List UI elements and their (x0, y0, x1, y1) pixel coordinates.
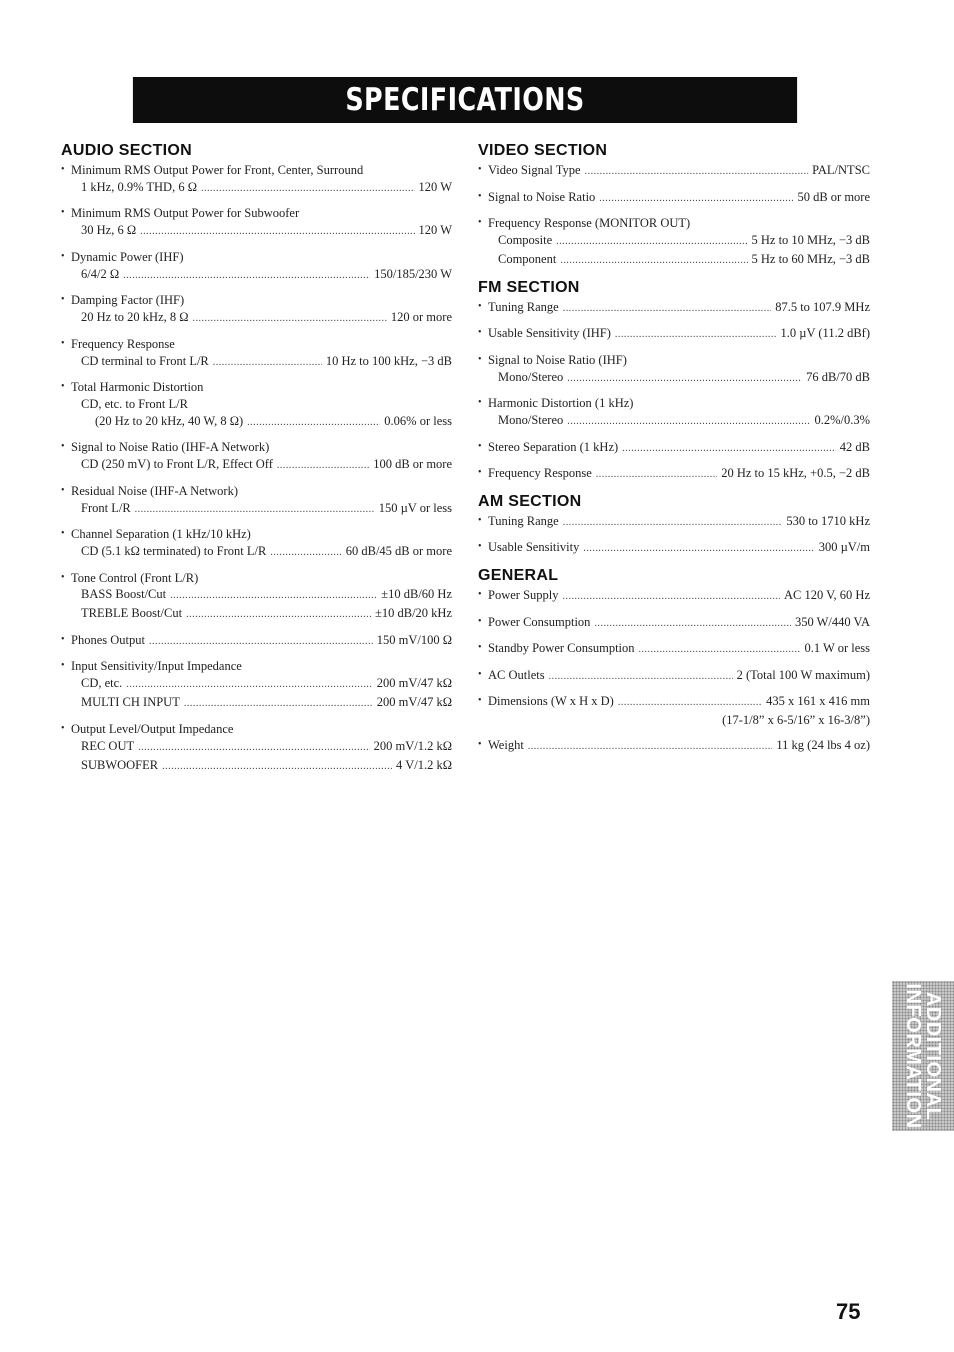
leader-dots (563, 515, 783, 532)
spec-label: MULTI CH INPUT (81, 695, 180, 710)
spec-row (478, 513, 870, 532)
spec-row (61, 456, 452, 475)
audio-section (61, 141, 452, 775)
spec-value: 0.1 W or less (804, 641, 870, 656)
spec-item (61, 439, 452, 475)
spec-row (61, 249, 452, 266)
spec-row (61, 205, 452, 222)
spec-row (61, 526, 452, 543)
spec-item (61, 162, 452, 198)
spec-row (61, 179, 452, 198)
spec-row (61, 336, 452, 353)
spec-row (61, 222, 452, 241)
spec-label: • Input Sensitivity/Input Impedance (61, 658, 242, 675)
spec-label: CD terminal to Front L/R (81, 353, 209, 368)
page-number: 75 (836, 1299, 861, 1324)
spec-value: 5 Hz to 10 MHz, −3 dB (751, 232, 870, 247)
side-tab-line: INFORMATION (902, 983, 924, 1129)
spec-label: • Usable Sensitivity (478, 539, 579, 556)
spec-label: • Frequency Response (478, 465, 592, 482)
spec-value: 87.5 to 107.9 MHz (775, 299, 870, 314)
spec-label: (20 Hz to 20 kHz, 40 W, 8 Ω) (95, 413, 244, 428)
spec-row (478, 614, 870, 633)
leader-dots (149, 634, 373, 651)
spec-item (478, 325, 870, 344)
spec-row (478, 439, 870, 458)
spec-label: • Channel Separation (1 kHz/10 kHz) (61, 526, 251, 543)
spec-label: • Dimensions (W x H x D) (478, 693, 614, 710)
spec-row (61, 586, 452, 605)
spec-list (478, 587, 870, 755)
leader-dots (563, 301, 771, 318)
spec-value: PAL/NTSC (812, 163, 870, 177)
page-title: SPECIFICATIONS (133, 77, 797, 123)
spec-label: • Usable Sensitivity (IHF) (478, 325, 611, 342)
spec-row (61, 292, 452, 309)
spec-value: 150/185/230 W (374, 266, 452, 281)
spec-item (478, 215, 870, 270)
spec-value: 200 mV/47 kΩ (376, 676, 452, 691)
leader-dots (618, 695, 762, 712)
spec-row (478, 539, 870, 558)
side-tab-label (903, 983, 943, 1128)
spec-list (478, 299, 870, 484)
spec-value: 435 x 161 x 416 mm (766, 694, 870, 709)
spec-list (61, 162, 452, 775)
leader-dots (556, 234, 747, 251)
spec-value: AC 120 V, 60 Hz (783, 588, 870, 603)
spec-row (478, 232, 870, 251)
spec-label: • AC Outlets (478, 667, 545, 684)
spec-item (61, 292, 452, 328)
spec-item (61, 379, 452, 432)
leader-dots (123, 268, 370, 285)
spec-label: Mono/Stereo (498, 413, 564, 428)
spec-value: 60 dB/45 dB or more (345, 544, 452, 559)
leader-dots (622, 441, 836, 458)
spec-value: 76 dB/70 dB (806, 369, 870, 384)
spec-label: • Dynamic Power (IHF) (61, 249, 183, 266)
general-section (478, 566, 870, 755)
spec-row (478, 395, 870, 412)
spec-item (478, 640, 870, 659)
left-column (61, 141, 452, 783)
leader-dots (567, 371, 802, 388)
spec-value: 11 kg (24 lbs 4 oz) (776, 737, 870, 752)
spec-label: • Frequency Response (MONITOR OUT) (478, 215, 690, 232)
spec-label: CD, etc. (81, 676, 123, 691)
section-heading: FM SECTION (478, 278, 580, 296)
leader-dots (201, 181, 415, 198)
leader-dots (170, 588, 377, 605)
spec-item (61, 658, 452, 713)
leader-dots (126, 677, 372, 694)
spec-item (478, 539, 870, 558)
spec-row (478, 693, 870, 712)
spec-value: 120 W (418, 179, 452, 194)
spec-row (61, 353, 452, 372)
spec-value: 120 or more (390, 310, 452, 325)
spec-value: 4 V/1.2 kΩ (396, 757, 452, 772)
spec-row (61, 757, 452, 776)
spec-list (478, 513, 870, 558)
spec-value: 530 to 1710 kHz (786, 513, 870, 528)
spec-row (61, 483, 452, 500)
spec-item (478, 465, 870, 484)
spec-value: 350 W/440 VA (794, 614, 870, 629)
section-side-tab (892, 981, 954, 1131)
spec-label: 30 Hz, 6 Ω (81, 223, 137, 238)
spec-row (478, 737, 870, 756)
spec-label: • Tone Control (Front L/R) (61, 570, 198, 587)
spec-row (61, 500, 452, 519)
spec-row (61, 162, 452, 179)
spec-row (478, 712, 870, 729)
spec-row (61, 413, 452, 432)
leader-dots (138, 740, 369, 757)
spec-label: • Output Level/Output Impedance (61, 721, 233, 738)
spec-label: 1 kHz, 0.9% THD, 6 Ω (81, 179, 197, 194)
spec-value: 0.06% or less (384, 413, 452, 428)
spec-row (478, 587, 870, 606)
spec-item (478, 299, 870, 318)
spec-row (61, 658, 452, 675)
spec-label: • Minimum RMS Output Power for Front, Center, Surround (61, 162, 363, 179)
spec-value: 300 µV/m (818, 540, 870, 555)
leader-dots (184, 696, 373, 713)
spec-label: REC OUT (81, 738, 135, 753)
spec-item (61, 570, 452, 625)
spec-label: • Damping Factor (IHF) (61, 292, 184, 309)
spec-label: • Signal to Noise Ratio (IHF) (478, 352, 627, 369)
spec-label: • Signal to Noise Ratio (IHF-A Network) (61, 439, 269, 456)
leader-dots (567, 414, 810, 431)
section-heading: GENERAL (478, 567, 559, 585)
spec-label: Mono/Stereo (498, 369, 564, 384)
spec-label: • Phones Output (61, 632, 145, 649)
spec-label: • Signal to Noise Ratio (478, 189, 595, 206)
spec-label: 6/4/2 Ω (81, 266, 120, 281)
leader-dots (615, 327, 777, 344)
leader-dots (599, 191, 793, 208)
leader-dots (213, 355, 322, 372)
spec-label: • Residual Noise (IHF-A Network) (61, 483, 238, 500)
spec-row (478, 299, 870, 318)
leader-dots (639, 642, 801, 659)
leader-dots (563, 589, 780, 606)
am-section (478, 492, 870, 558)
spec-row (478, 251, 870, 270)
spec-row (61, 721, 452, 738)
leader-dots (247, 415, 380, 432)
leader-dots (596, 467, 717, 484)
spec-value: 5 Hz to 60 MHz, −3 dB (751, 251, 870, 266)
spec-value: 200 mV/47 kΩ (376, 695, 452, 710)
spec-value: 100 dB or more (373, 457, 452, 472)
section-heading: VIDEO SECTION (478, 142, 608, 159)
spec-row (61, 439, 452, 456)
spec-row (61, 266, 452, 285)
spec-row (478, 189, 870, 208)
leader-dots (277, 458, 369, 475)
spec-row (478, 465, 870, 484)
spec-value: 0.2%/0.3% (814, 413, 870, 428)
leader-dots (585, 164, 809, 181)
spec-label: Component (498, 251, 557, 266)
leader-dots (186, 607, 371, 624)
spec-label: BASS Boost/Cut (81, 587, 167, 602)
spec-item (478, 352, 870, 388)
leader-dots (162, 759, 392, 776)
spec-value: 150 µV or less (378, 500, 452, 515)
leader-dots (594, 616, 791, 633)
leader-dots (583, 541, 814, 558)
spec-item (61, 526, 452, 562)
spec-row (478, 215, 870, 232)
spec-row (61, 738, 452, 757)
spec-row (61, 396, 452, 413)
spec-label: • Standby Power Consumption (478, 640, 635, 657)
spec-label: TREBLE Boost/Cut (81, 606, 183, 621)
spec-list (478, 162, 870, 270)
spec-label: CD (5.1 kΩ terminated) to Front L/R (81, 544, 267, 559)
spec-row (478, 325, 870, 344)
spec-row (478, 352, 870, 369)
spec-item (478, 693, 870, 729)
spec-label: • Power Supply (478, 587, 559, 604)
spec-item (478, 667, 870, 686)
spec-value: 2 (Total 100 W maximum) (736, 667, 870, 682)
spec-label: CD (250 mV) to Front L/R, Effect Off (81, 457, 273, 472)
spec-item (61, 205, 452, 241)
spec-label: • Minimum RMS Output Power for Subwoofer (61, 205, 299, 222)
fm-section (478, 278, 870, 484)
spec-row (478, 412, 870, 431)
spec-item (478, 189, 870, 208)
spec-item (61, 249, 452, 285)
spec-row (478, 640, 870, 659)
spec-label: 20 Hz to 20 kHz, 8 Ω (81, 310, 189, 325)
spec-row (61, 543, 452, 562)
video-section (478, 141, 870, 270)
spec-label: • Video Signal Type (478, 162, 581, 179)
spec-item (478, 737, 870, 756)
spec-value: 10 Hz to 100 kHz, −3 dB (325, 353, 452, 368)
spec-label: CD, etc. to Front L/R (81, 396, 188, 411)
spec-value: 50 dB or more (797, 189, 870, 204)
spec-item (478, 162, 870, 181)
leader-dots (193, 311, 387, 328)
leader-dots (270, 545, 341, 562)
spec-row (61, 632, 452, 651)
leader-dots (549, 669, 733, 686)
side-tab-line: ADDITIONAL (922, 991, 944, 1121)
spec-item (61, 336, 452, 372)
spec-label: SUBWOOFER (81, 757, 159, 772)
leader-dots (140, 224, 414, 241)
spec-label: • Frequency Response (61, 336, 175, 353)
spec-row (61, 309, 452, 328)
spec-value: 150 mV/100 Ω (376, 632, 452, 647)
spec-value: ±10 dB/60 Hz (381, 587, 452, 602)
spec-label: Front L/R (81, 500, 131, 515)
right-column (478, 141, 870, 764)
leader-dots (135, 502, 375, 519)
spec-value: ±10 dB/20 kHz (375, 606, 452, 621)
spec-value: 120 W (418, 223, 452, 238)
leader-dots (560, 253, 747, 270)
spec-row (61, 675, 452, 694)
spec-item (61, 483, 452, 519)
spec-item (478, 395, 870, 431)
spec-value: (17-1/8” x 6-5/16” x 16-3/8”) (722, 713, 870, 728)
spec-item (478, 614, 870, 633)
section-heading: AM SECTION (478, 492, 582, 510)
spec-label: • Stereo Separation (1 kHz) (478, 439, 618, 456)
spec-value: 20 Hz to 15 kHz, +0.5, −2 dB (721, 466, 870, 481)
spec-item (61, 721, 452, 776)
spec-label: • Weight (478, 737, 524, 754)
spec-item (478, 439, 870, 458)
spec-row (61, 694, 452, 713)
leader-dots (528, 739, 773, 756)
spec-row (478, 369, 870, 388)
spec-row (61, 605, 452, 624)
spec-value: 1.0 µV (11.2 dBf) (780, 326, 870, 341)
spec-label: • Total Harmonic Distortion (61, 379, 203, 396)
spec-row (478, 162, 870, 181)
section-heading: AUDIO SECTION (61, 142, 193, 159)
spec-label: Composite (498, 232, 553, 247)
spec-value: 200 mV/1.2 kΩ (373, 738, 452, 753)
spec-row (61, 570, 452, 587)
spec-label: • Harmonic Distortion (1 kHz) (478, 395, 633, 412)
spec-item (478, 513, 870, 532)
spec-item (478, 587, 870, 606)
spec-row (61, 379, 452, 396)
spec-label: • Tuning Range (478, 299, 559, 316)
spec-value: 42 dB (839, 439, 870, 454)
spec-item (61, 632, 452, 651)
spec-label: • Power Consumption (478, 614, 590, 631)
spec-row (478, 667, 870, 686)
spec-label: • Tuning Range (478, 513, 559, 530)
